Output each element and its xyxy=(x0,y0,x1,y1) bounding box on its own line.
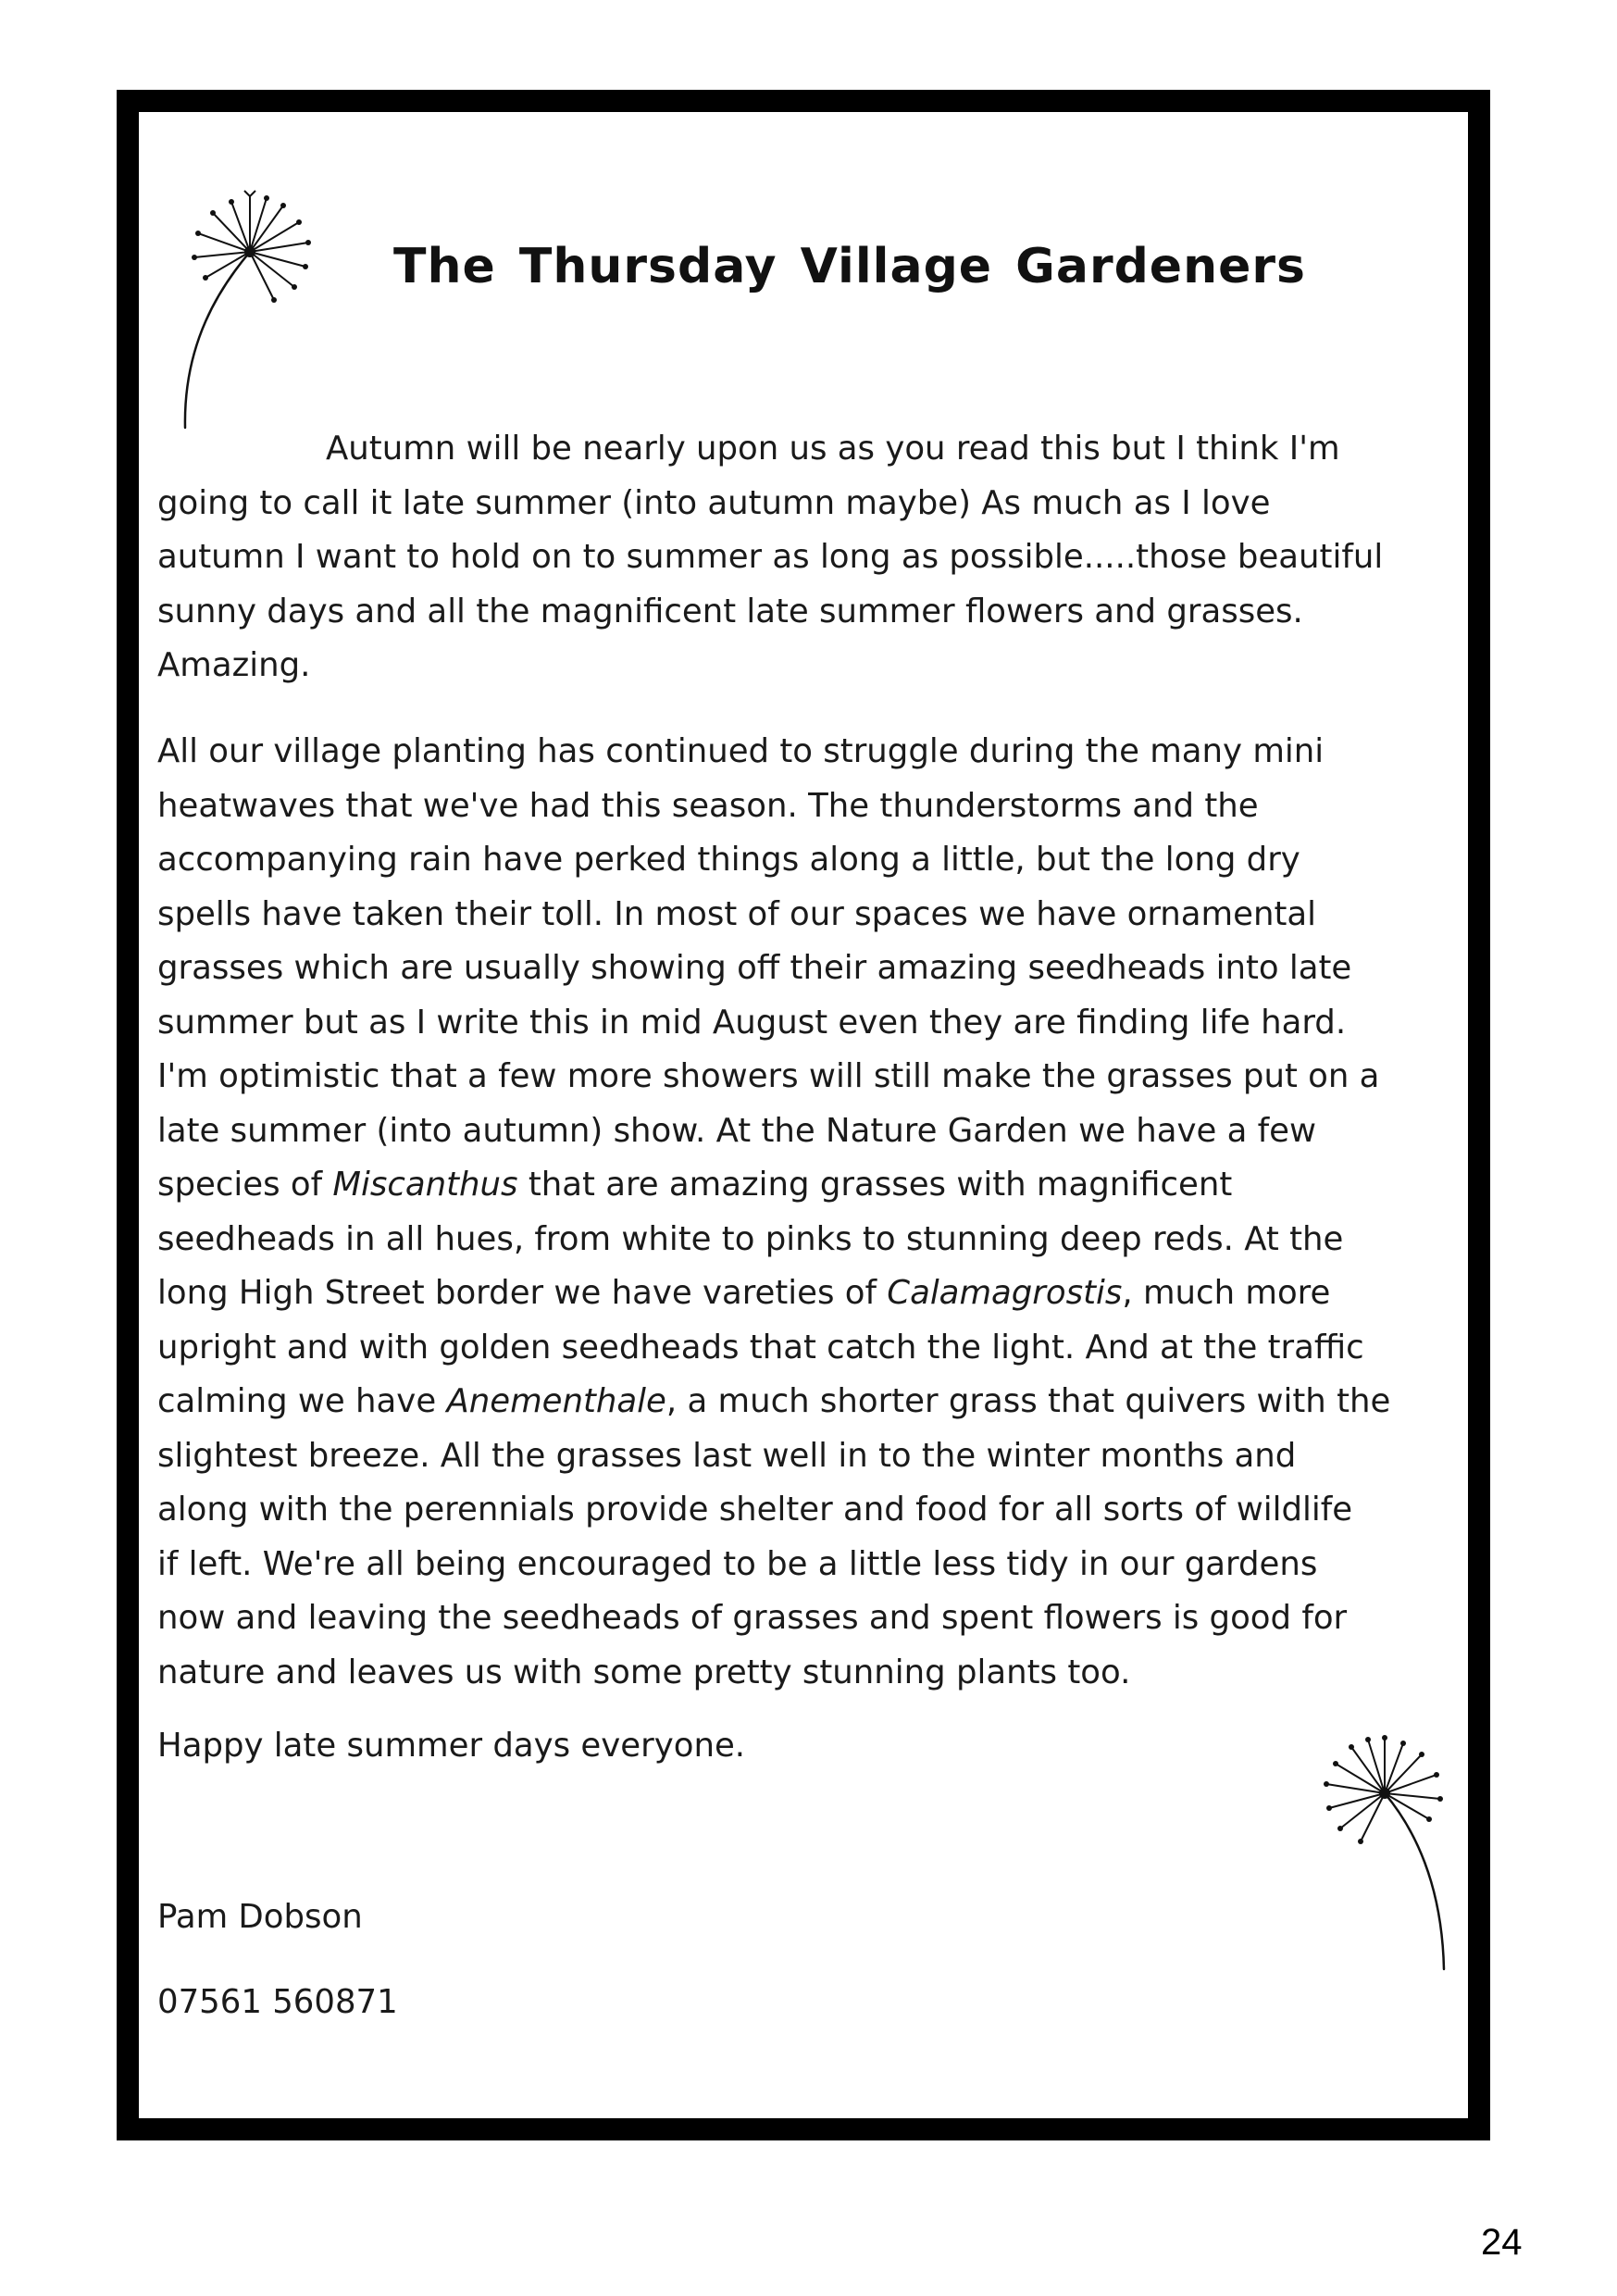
paragraph-line: spells have taken their toll. In most of our spaces we have ornamental xyxy=(157,894,1317,933)
paragraph-line: nature and leaves us with some pretty stunning plants too. xyxy=(157,1653,1131,1691)
paragraph-line: late summer (into autumn) show. At the Nature Garden we have a few xyxy=(157,1111,1317,1150)
paragraph-line: All our village planting has continued to struggle during the many mini xyxy=(157,732,1325,770)
paragraph-line: heatwaves that we've had this season. The thunderstorms and the xyxy=(157,786,1259,825)
paragraph-line: if left. We're all being encouraged to be a little less tidy in our gardens xyxy=(157,1544,1318,1583)
paragraph-line: now and leaving the seedheads of grasses and spent flowers is good for xyxy=(157,1599,1348,1637)
paragraph-line: autumn I want to hold on to summer as long as possible.....those beautiful xyxy=(157,538,1384,576)
page-number: 24 xyxy=(1481,2222,1523,2263)
paragraph-line: accompanying rain have perked things along a little, but the long dry xyxy=(157,841,1300,879)
dandelion-icon xyxy=(1312,1727,1470,1977)
paragraph-line: seedheads in all hues, from white to pinks to stunning deep reds. At the xyxy=(157,1219,1344,1258)
paragraph-line: along with the perennials provide shelter and food for all sorts of wildlife xyxy=(157,1491,1353,1529)
paragraph-line: upright and with golden seedheads that catch the light. And at the traffic xyxy=(157,1328,1364,1366)
plant-name-calamagrostis: Calamagrostis xyxy=(887,1274,1123,1312)
paragraph-line: calming we have Anementhale, a much shorter grass that quivers with the xyxy=(157,1382,1391,1420)
dandelion-icon xyxy=(165,185,322,435)
paragraph-line: grasses which are usually showing off their amazing seedheads into late xyxy=(157,949,1352,987)
paragraph-line: sunny days and all the magnificent late summer flowers and grasses. xyxy=(157,592,1303,630)
paragraph-line: Autumn will be nearly upon us as you read this but I think I'm xyxy=(326,430,1340,468)
plant-name-anementhale: Anementhale xyxy=(446,1382,666,1420)
intro-paragraph xyxy=(157,422,1472,693)
paragraph-line: Amazing. xyxy=(157,646,311,684)
paragraph-line: slightest breeze. All the grasses last well in to the winter months and xyxy=(157,1436,1297,1475)
plant-name-miscanthus: Miscanthus xyxy=(332,1166,518,1204)
paragraph-line: summer but as I write this in mid August even they are finding life hard. xyxy=(157,1003,1347,1042)
paragraph-line: I'm optimistic that a few more showers will still make the grasses put on a xyxy=(157,1057,1380,1095)
author-name: Pam Dobson xyxy=(157,1898,363,1936)
paragraph-line: species of Miscanthus that are amazing grasses with magnificent xyxy=(157,1166,1233,1204)
paragraph-line: going to call it late summer (into autumn maybe) As much as I love xyxy=(157,483,1271,522)
closing-line: Happy late summer days everyone. xyxy=(157,1727,746,1765)
page-title: The Thursday Village Gardeners xyxy=(393,239,1306,294)
grasses-paragraph xyxy=(157,725,1472,1700)
paragraph-line: long High Street border we have vareties of Calamagrostis, much more xyxy=(157,1274,1331,1312)
phone-number: 07561 560871 xyxy=(157,1983,398,2021)
